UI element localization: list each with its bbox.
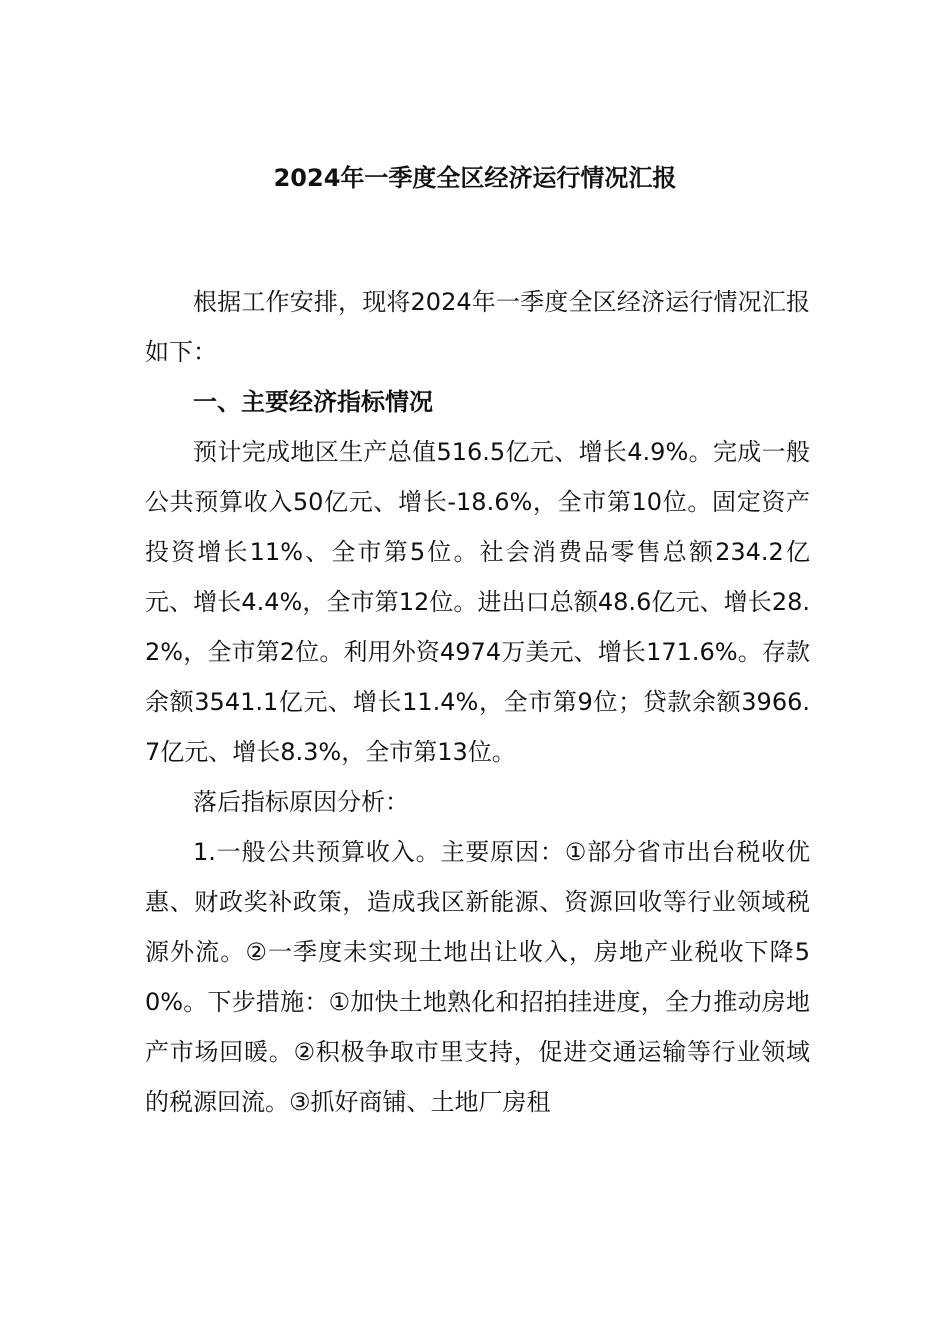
section-heading: 一、主要经济指标情况 [193, 388, 433, 416]
analysis-heading-paragraph: 落后指标原因分析： [193, 788, 409, 816]
indicators-paragraph: 预计完成地区生产总值516.5亿元、增长4.9%。完成一般公共预算收入50亿元、增长-18.6%，全市第10位。固定资产投资增长11%、全市第5位。社会消费品零售总额234.2亿元、增长4.4%，全市第12位。进出口总额48.6亿元、增长28.2%，全市第2位。利用外资4974万美元、增长171.6%。存款余额3541.1亿元、增长11.4%，全市第9位；贷款余额3966.7亿元、增长8.3%，全市第13位。 [145, 438, 810, 766]
intro-paragraph: 根据工作安排，现将2024年一季度全区经济运行情况汇报如下： [145, 288, 810, 366]
document-body [145, 277, 810, 1127]
budget-revenue-paragraph: 1.一般公共预算收入。主要原因：①部分省市出台税收优惠、财政奖补政策，造成我区新能源、资源回收等行业领域税源外流。②一季度未实现土地出让收入，房地产业税收下降50%。下步措施：①加快土地熟化和招拍挂进度，全力推动房地产市场回暖。②积极争取市里支持，促进交通运输等行业领域的税源回流。③抓好商铺、土地厂房租 [145, 838, 810, 1116]
document-title: 2024年一季度全区经济运行情况汇报 [273, 164, 677, 192]
